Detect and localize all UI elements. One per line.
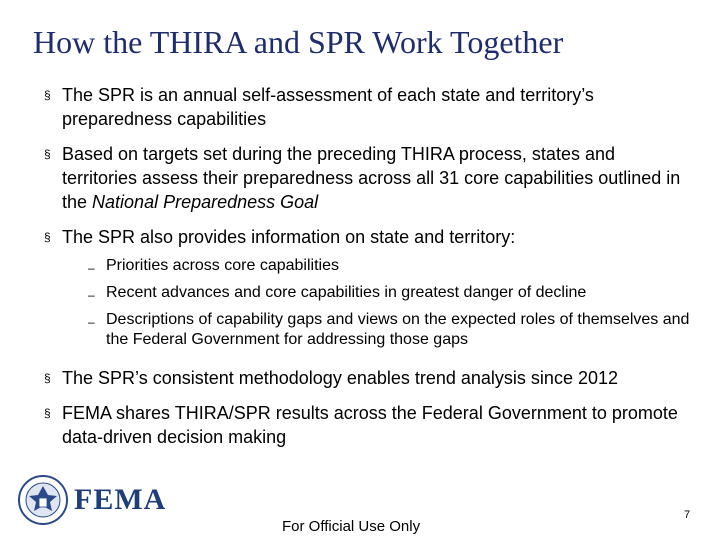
bullet-marker: § xyxy=(44,371,51,385)
sub-bullet-item xyxy=(62,256,694,276)
slide-title: How the THIRA and SPR Work Together xyxy=(33,24,564,60)
classification-note: For Official Use Only xyxy=(282,518,421,535)
bullet-item xyxy=(44,401,694,449)
bullet-item xyxy=(44,142,694,214)
sub-bullet-item xyxy=(62,283,694,303)
bullet-marker: § xyxy=(44,406,51,420)
sub-bullet-marker: – xyxy=(88,315,95,329)
bullet-list xyxy=(44,83,694,460)
fema-wordmark: FEMA xyxy=(74,483,167,516)
sub-bullet-marker: – xyxy=(88,288,95,302)
bullet-text: Based on targets set during the preceding THIRA process, states and territories assess their preparedness across all 31 core capabilities outlined in the xyxy=(62,144,681,212)
fema-logo xyxy=(18,473,167,529)
bullet-text: The SPR also provides information on state and territory: xyxy=(62,227,516,247)
sub-bullet-marker: – xyxy=(88,261,95,275)
bullet-italic-text: National Preparedness Goal xyxy=(92,192,319,212)
sub-bullet-text: Descriptions of capability gaps and views on the expected roles of themselves and the Federal Government for addressing those gaps xyxy=(106,311,690,348)
page-number: 7 xyxy=(684,509,691,521)
bullet-text: The SPR’s consistent methodology enables trend analysis since 2012 xyxy=(62,368,618,388)
sub-bullet-item xyxy=(62,310,694,350)
sub-bullet-text: Priorities across core capabilities xyxy=(106,257,339,274)
bullet-item xyxy=(44,83,694,131)
bullet-marker: § xyxy=(44,147,51,161)
dhs-seal-icon xyxy=(18,475,68,525)
bullet-text: The SPR is an annual self-assessment of each state and territory’s preparedness capabilities xyxy=(62,85,594,129)
sub-bullet-text: Recent advances and core capabilities in greatest danger of decline xyxy=(106,284,587,301)
bullet-item xyxy=(44,225,694,350)
bullet-marker: § xyxy=(44,230,51,244)
bullet-marker: § xyxy=(44,88,51,102)
bullet-item xyxy=(44,366,694,390)
bullet-text: FEMA shares THIRA/SPR results across the Federal Government to promote data-driven decision making xyxy=(62,403,678,447)
